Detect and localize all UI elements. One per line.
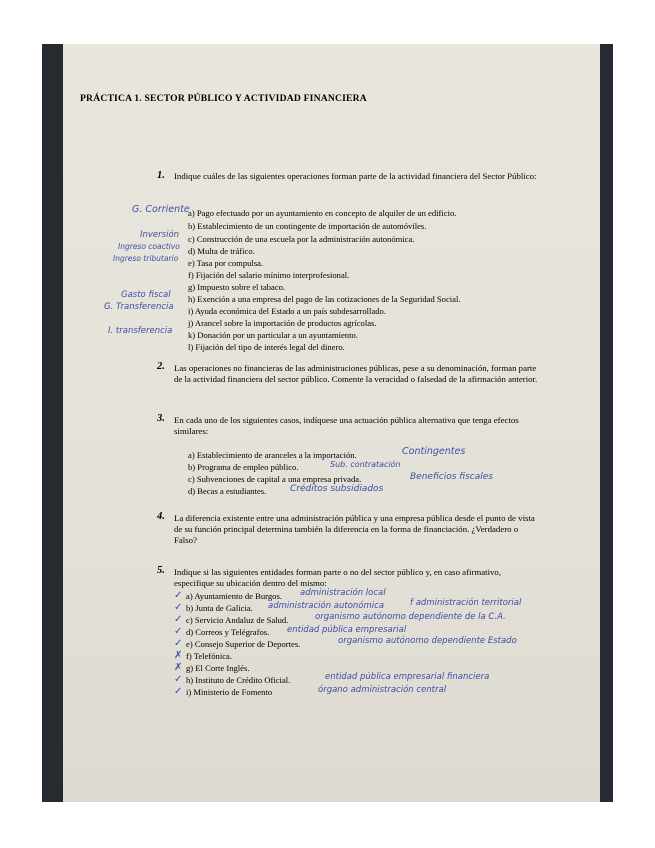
- q5-item-i: i) Ministerio de Fomento: [186, 687, 273, 697]
- q2-number: 2.: [157, 361, 165, 372]
- page-title: PRÁCTICA 1. SECTOR PÚBLICO Y ACTIVIDAD FINANCIERA: [80, 93, 367, 104]
- q5-text: Indique si las siguientes entidades forman parte o no del sector público y, en caso afirmativo, especifique su ubicación dentro del mismo:: [174, 567, 502, 589]
- q1-note-a: G. Corriente: [132, 204, 190, 215]
- q5-extra-note: f administración territorial: [410, 598, 522, 608]
- q3-answer-c: Beneficios fiscales: [410, 472, 493, 482]
- q3-item-c: c) Subvenciones de capital a una empresa privada.: [188, 474, 362, 484]
- q1-item-c: c) Construcción de una escuela por la administración autonómica.: [188, 234, 415, 244]
- q5-check-c: ✓: [174, 614, 183, 625]
- q1-number: 1.: [157, 170, 165, 181]
- q5-check-h: ✓: [174, 674, 183, 685]
- q5-item-h: h) Instituto de Crédito Oficial.: [186, 675, 291, 685]
- q1-note-h: Gasto fiscal: [121, 290, 171, 300]
- q1-note-i: G. Transferencia: [104, 302, 174, 312]
- q3-answer-b: Sub. contratación: [330, 460, 401, 469]
- q3-item-b: b) Programa de empleo público.: [188, 462, 299, 472]
- q5-answer-c: organismo autónomo dependiente de la C.A.: [315, 612, 506, 622]
- q4-number: 4.: [157, 511, 165, 522]
- q3-answer-d: Créditos subsidiados: [290, 484, 384, 494]
- q5-check-e: ✓: [174, 638, 183, 649]
- q5-answer-d: entidad pública empresarial: [287, 625, 407, 635]
- q5-check-i: ✓: [174, 686, 183, 697]
- q3-item-d: d) Becas a estudiantes.: [188, 486, 267, 496]
- q1-item-h: h) Exención a una empresa del pago de las cotizaciones de la Seguridad Social.: [188, 294, 461, 304]
- q3-item-a: a) Establecimiento de aranceles a la importación.: [188, 450, 357, 460]
- q1-note-d: Ingreso coactivo: [118, 242, 180, 251]
- q5-item-g: g) El Corte Inglés.: [186, 663, 250, 673]
- q5-item-e: e) Consejo Superior de Deportes.: [186, 639, 301, 649]
- q5-check-d: ✓: [174, 626, 183, 637]
- q3-number: 3.: [157, 413, 165, 424]
- q1-item-f: f) Fijación del salario mínimo interprofesional.: [188, 270, 350, 280]
- q2-text: Las operaciones no financieras de las administraciones públicas, pese a su denominación, forman parte de la actividad financiera del sector público. Comente la veracidad o falsedad de la afirmación anterior.: [174, 363, 538, 385]
- q5-item-b: b) Junta de Galicia.: [186, 603, 253, 613]
- q3-text: En cada uno de los siguientes casos, indíquese una actuación pública alternativa que tenga efectos similares:: [174, 415, 519, 437]
- q5-item-d: d) Correos y Telégrafos.: [186, 627, 270, 637]
- q5-check-a: ✓: [174, 590, 183, 601]
- q1-item-l: l) Fijación del tipo de interés legal del dinero.: [188, 342, 345, 352]
- q5-answer-b: administración autonómica: [268, 601, 385, 611]
- q5-item-c: c) Servicio Andaluz de Salud.: [186, 615, 289, 625]
- q1-item-i: i) Ayuda económica del Estado a un país subdesarrollado.: [188, 306, 387, 316]
- q5-answer-h: entidad pública empresarial financiera: [325, 672, 490, 682]
- q5-answer-e: organismo autónomo dependiente Estado: [338, 636, 517, 646]
- q5-answer-a: administración local: [300, 588, 386, 598]
- q1-item-j: j) Arancel sobre la importación de productos agrícolas.: [188, 318, 377, 328]
- q5-cross-g: ✗: [174, 662, 183, 673]
- q5-answer-i: órgano administración central: [318, 685, 447, 695]
- q1-item-b: b) Establecimiento de un contingente de importación de automóviles.: [188, 221, 427, 231]
- q5-number: 5.: [157, 565, 165, 576]
- q1-item-e: e) Tasa por compulsa.: [188, 258, 264, 268]
- q4-text: La diferencia existente entre una administración pública y una empresa pública desde el punto de vista de su función principal determina también la diferencia en la forma de financiación. ¿Verdadero o Falso?: [174, 513, 535, 546]
- q5-check-b: ✓: [174, 602, 183, 613]
- q1-item-k: k) Donación por un particular a un ayuntamiento.: [188, 330, 358, 340]
- q1-item-g: g) Impuesto sobre el tabaco.: [188, 282, 286, 292]
- q1-note-e: Ingreso tributario: [113, 254, 179, 263]
- q5-cross-f: ✗: [174, 650, 183, 661]
- q3-answer-a: Contingentes: [402, 446, 466, 457]
- q1-text: Indique cuáles de las siguientes operaciones forman parte de la actividad financiera del Sector Público:: [174, 171, 537, 181]
- q1-item-d: d) Multa de tráfico.: [188, 246, 255, 256]
- q1-note-k: I. transferencia: [108, 326, 173, 336]
- q1-item-a: a) Pago efectuado por un ayuntamiento en concepto de alquiler de un edificio.: [188, 208, 457, 218]
- q5-item-f: f) Telefónica.: [186, 651, 233, 661]
- q5-item-a: a) Ayuntamiento de Burgos.: [186, 591, 282, 601]
- q1-note-c: Inversión: [140, 230, 180, 240]
